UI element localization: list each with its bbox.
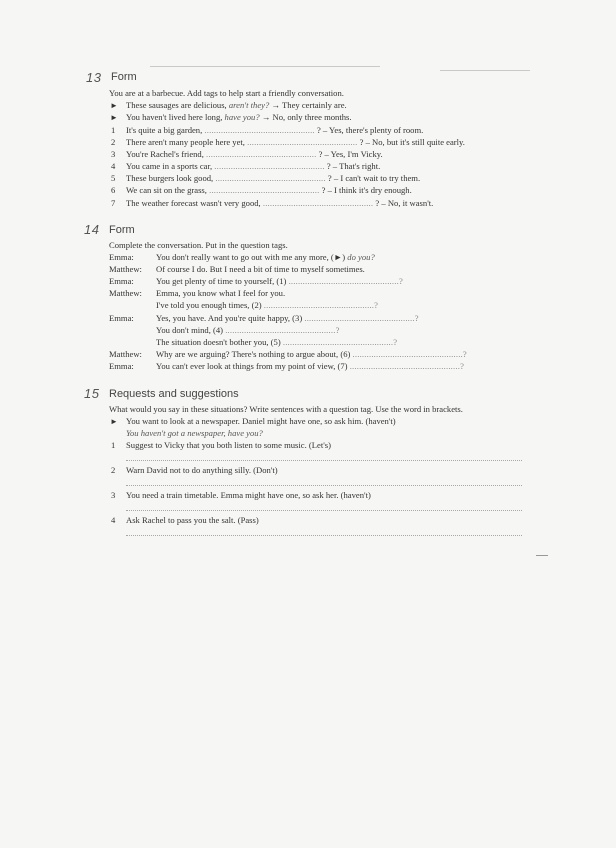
- exercise-13-item: You came in a sports car, ............................................... ? – That's right.: [126, 161, 381, 171]
- dialogue-line: I've told you enough times, (2) ...............................................?: [156, 300, 379, 310]
- exercise-15-title: Requests and suggestions: [109, 388, 239, 400]
- answer-blank[interactable]: ...............................................: [247, 137, 358, 147]
- answer-blank[interactable]: ...............................................: [206, 149, 317, 159]
- example-answer: You haven't got a newspaper, have you?: [126, 428, 263, 438]
- speaker-label: Emma:: [109, 313, 134, 323]
- exercise-13-title: Form: [111, 71, 137, 83]
- example-tag: aren't they?: [228, 100, 270, 110]
- exercise-13-item: We can sit on the grass, ............................................... ? – I think it's dry enough.: [126, 185, 412, 195]
- item-number: 3: [111, 490, 116, 500]
- answer-blank[interactable]: ...............................................: [209, 185, 320, 195]
- exercise-14-title: Form: [109, 224, 135, 236]
- example-marker: ►: [110, 417, 118, 426]
- scan-artifact-line: [150, 66, 380, 67]
- speaker-label: Emma:: [109, 276, 134, 286]
- dialogue-line: You don't mind, (4) ...............................................?: [156, 325, 340, 335]
- item-number: 1: [111, 125, 116, 135]
- dialogue-line: You can't ever look at things from my point of view, (7) ...............................................?: [156, 361, 465, 371]
- speaker-label: Emma:: [109, 252, 134, 262]
- exercise-15-item: You need a train timetable. Emma might have one, so ask her. (haven't): [126, 490, 371, 500]
- item-number: 3: [111, 149, 116, 159]
- example-prompt: You want to look at a newspaper. Daniel might have one, so ask him. (haven't): [126, 416, 396, 426]
- answer-blank[interactable]: ...............................................?: [263, 300, 379, 310]
- dialogue-line: The situation doesn't bother you, (5) ...............................................?: [156, 337, 398, 347]
- exercise-15-item: Warn David not to do anything silly. (Don't): [126, 465, 278, 475]
- dialogue-line: Emma, you know what I feel for you.: [156, 288, 286, 298]
- exercise-15-intro: What would you say in these situations? Write sentences with a question tag. Use the word in brackets.: [109, 404, 463, 414]
- example-reply: → They certainly are.: [269, 100, 347, 110]
- answer-blank[interactable]: ...............................................: [204, 125, 315, 135]
- item-number: 2: [111, 137, 116, 147]
- dialogue-line: You don't really want to go out with me any more, (►) do you?: [156, 252, 375, 262]
- answer-blank[interactable]: ...............................................?: [282, 337, 398, 347]
- exercise-13-item: It's quite a big garden, ............................................... ? – Yes, there's plenty of room.: [126, 125, 424, 135]
- item-number: 5: [111, 173, 116, 183]
- exercise-13-item: You're Rachel's friend, ............................................... ? – Yes, I'm Vicky.: [126, 149, 383, 159]
- exercise-14-number: 14: [84, 222, 100, 237]
- scan-artifact-line: [440, 70, 530, 71]
- dialogue-line: Of course I do. But I need a bit of time to myself sometimes.: [156, 264, 365, 274]
- example-text: You haven't lived here long,: [126, 112, 225, 122]
- scan-artifact-line: [536, 555, 548, 556]
- answer-blank[interactable]: ...............................................?: [352, 349, 467, 359]
- exercise-13-item: The weather forecast wasn't very good, ............................................... ? – No, it wasn't.: [126, 198, 434, 208]
- item-number: 1: [111, 440, 116, 450]
- item-number: 4: [111, 161, 116, 171]
- exercise-13-number: 13: [86, 70, 102, 85]
- answer-blank[interactable]: ...............................................?: [349, 361, 465, 371]
- answer-blank[interactable]: ...............................................: [262, 198, 374, 208]
- answer-blank[interactable]: ...............................................?: [304, 313, 419, 323]
- item-number: 4: [111, 515, 116, 525]
- exercise-14-intro: Complete the conversation. Put in the question tags.: [109, 240, 288, 250]
- item-number: 7: [111, 198, 116, 208]
- answer-line[interactable]: [126, 535, 522, 536]
- example-reply: → No, only three months.: [259, 112, 352, 122]
- answer-line[interactable]: [126, 510, 522, 511]
- dialogue-line: You get plenty of time to yourself, (1) ...............................................?: [156, 276, 403, 286]
- answer-blank[interactable]: ...............................................: [214, 161, 325, 171]
- item-number: 6: [111, 185, 116, 195]
- exercise-15-number: 15: [84, 386, 100, 401]
- speaker-label: Matthew:: [109, 264, 142, 274]
- example-text: These sausages are delicious,: [126, 100, 229, 110]
- example-tag: do you?: [347, 252, 375, 262]
- exercise-15-item: Suggest to Vicky that you both listen to some music. (Let's): [126, 440, 331, 450]
- answer-blank[interactable]: ...............................................?: [288, 276, 403, 286]
- example-marker: ►: [110, 101, 118, 110]
- exercise-13-item: These burgers look good, ............................................... ? – I can't wait to try them.: [126, 173, 421, 183]
- exercise-15-item: Ask Rachel to pass you the salt. (Pass): [126, 515, 259, 525]
- example-marker: ►: [110, 113, 118, 122]
- answer-line[interactable]: [126, 485, 522, 486]
- dialogue-line: Why are we arguing? There's nothing to argue about, (6) ...............................................?: [156, 349, 467, 359]
- answer-blank[interactable]: ...............................................: [215, 173, 326, 183]
- example-line-2: [126, 112, 352, 123]
- item-number: 2: [111, 465, 116, 475]
- speaker-label: Matthew:: [109, 288, 142, 298]
- answer-line[interactable]: [126, 460, 522, 461]
- answer-blank[interactable]: ...............................................?: [225, 325, 340, 335]
- speaker-label: Matthew:: [109, 349, 142, 359]
- exercise-13-item: There aren't many people here yet, ............................................... ? – No, but it's still quite early.: [126, 137, 465, 147]
- speaker-label: Emma:: [109, 361, 134, 371]
- example-tag: have you?: [224, 112, 260, 122]
- dialogue-line: Yes, you have. And you're quite happy, (3) ...............................................?: [156, 313, 419, 323]
- exercise-13-intro: You are at a barbecue. Add tags to help start a friendly conversation.: [109, 88, 344, 98]
- example-line-1: [126, 100, 347, 111]
